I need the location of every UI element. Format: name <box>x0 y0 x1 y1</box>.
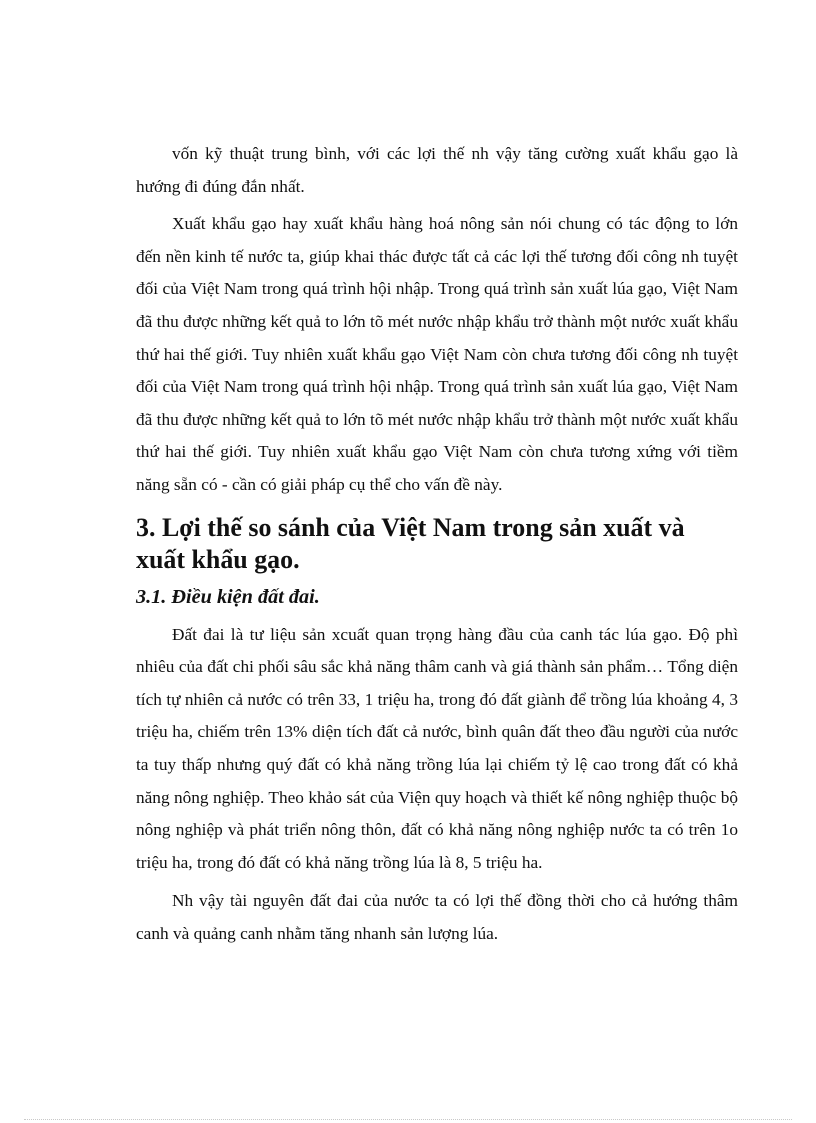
page-bottom-divider <box>24 1119 792 1120</box>
section-heading: 3. Lợi thế so sánh của Việt Nam trong sản xuất và xuất khẩu gạo. <box>136 512 685 574</box>
paragraph-4: Nh vậy tài nguyên đất đai của nước ta có lợi thế đồng thời cho cả hướng thâm canh và quảng canh nhằm tăng nhanh sản lượng lúa. <box>136 891 738 943</box>
subsection-heading: 3.1. Điều kiện đất đai. <box>136 585 320 608</box>
document-body <box>136 138 738 950</box>
paragraph-3: Đất đai là tư liệu sản xcuất quan trọng hàng đầu của canh tác lúa gạo. Độ phì nhiêu của đất chi phối sâu sắc khả năng thâm canh và giá thành sản phẩm… Tổng diện tích tự nhiên cả nước có trên 33, 1 triệu ha, trong đó đất giành để trồng lúa khoảng 4, 3 triệu ha, chiếm trên 13% diện tích đất cả nước, bình quân đất theo đầu người của nước ta tuy thấp nhưng quý đất có khả năng trồng lúa lại chiếm tỷ lệ cao trong đất có khả năng nông nghiệp. Theo khảo sát của Viện quy hoạch và thiết kế nông nghiệp thuộc bộ nông nghiệp và phát triển nông thôn, đất có khả năng nông nghiệp nước ta có trên 1o triệu ha, trong đó đất có khả năng trồng lúa là 8, 5 triệu ha. <box>136 624 738 872</box>
paragraph-1: vốn kỹ thuật trung bình, với các lợi thế nh vậy tăng cường xuất khẩu gạo là hướng đi đúng đắn nhất. <box>136 144 738 196</box>
paragraph-2: Xuất khẩu gạo hay xuất khẩu hàng hoá nông sản nói chung có tác động to lớn đến nền kinh tế nước ta, giúp khai thác được tất cả các lợi thế tương đối công nh tuyệt đối của Việt Nam trong quá trình hội nhập. Trong quá trình sản xuất lúa gạo, Việt Nam đã thu được những kết quả to lớn tõ mét nước nhập khẩu trở thành một nước xuất khẩu thứ hai thế giới. Tuy nhiên xuất khẩu gạo Việt Nam còn chưa tương đối công nh tuyệt đối của Việt Nam trong quá trình hội nhập. Trong quá trình sản xuất lúa gạo, Việt Nam đã thu được những kết quả to lớn tõ mét nước nhập khẩu trở thành một nước xuất khẩu thứ hai thế giới. Tuy nhiên xuất khẩu gạo Việt Nam còn chưa tương xứng với tiềm năng sẵn có - cần có giải pháp cụ thể cho vấn đề này. <box>136 214 738 494</box>
